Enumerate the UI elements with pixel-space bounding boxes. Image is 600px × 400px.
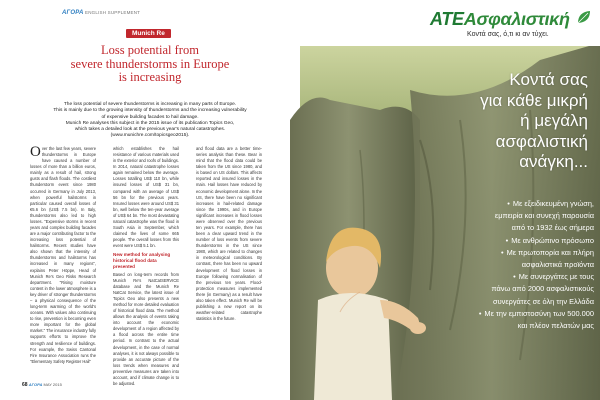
footer-brand: ΑΓΟΡΑ [28,382,43,387]
headline-line: ή μεγάλη [520,111,588,130]
ate-logo [430,9,570,30]
bullet-item: από το 1932 έως σήμερα [511,223,594,233]
lead-line: (www.munichre.com/topicsgeo2015). [110,133,190,139]
leaf-icon [576,9,592,25]
lead-line: which takes a detailed look at the previous year's natural catastrophes. [74,127,226,133]
drop-cap: O [30,144,41,160]
bullet-item: • Με εξειδικευμένη γνώση, [507,199,594,208]
article-column-2 [113,146,179,386]
headline-line: ανάγκη... [519,152,588,171]
bullet-item: και πλέον πελατών μας [517,321,594,331]
lead-line: This is mainly due to the growing intensity of thunderstorms and the increasing vulnerability [53,108,247,114]
advert-page [300,0,600,400]
bullet-item: • Με ανθρώπινο πρόσωπο [505,235,594,245]
bullet-icon: • [478,308,482,318]
article-column-1 [30,146,96,378]
title-line: Loss potential from [101,43,199,57]
headline-line: Κοντά σας [509,70,588,89]
headline-line: για κάθε μικρή [480,90,588,110]
logo-prefix: ATE [430,9,464,29]
article-column-3 [196,146,262,378]
ad-headline [418,70,588,173]
title-line: is increasing [118,70,182,84]
title-line: severe thunderstorms in Europe [70,56,230,71]
page-number: 68 [22,382,28,388]
bullet-item: ασφαλιστικά προϊόντα [521,260,594,270]
bullet-item: συνεργάτες σε όλη την Ελλάδα [493,296,594,306]
column-text: which establishes the hail resistance of various materials used in the exterior and roofs of buildings. In 2014, natural catastrophe losses again remained below the average. Losses totalling US$ 110 bn, while insured losses of US$ 31 bn, compared with an average of US$ 56 bn for the previous years. Insured losses were around US$ 31 bn, well below the ten-year average of US$ 64 bn. The most devastating natural catastrophe was the flood in South Asia in September, which claimed the lives of some 665 people. The overall losses from this event were US$ 5.1 bn. [113,146,179,249]
column-text: ver the last few years, severe thunderstorms in Europe have caused a number of losses of more than a billion euros, mainly as a result of hail, strong gusts and flash floods. The costliest thunderstorm event since 1980 occurred in Germany in July 2013, when powerful hailstorms in particular caused overall losses of €5.6 bn (US$ 7.5 bn). In Italy, thunderstorms also led to high losses. "Expensive storms in recent years and complex building facades are a major contributing factor to the increasing loss potential of hailstorms. Recent studies have also shown that the intensity of thunderstorms and hailstorms has increased in many regions", explains Peter Höppe, Head of Munich Re's Geo Risks Research department. "Rising moisture content in the lower atmosphere is a key driver of stronger thunderstorms – a physical consequence of the long-term warming of the world's oceans. With values also continuing to rise, prevention is becoming even more important for the global market." The insurance industry fully supports efforts to improve the strength and resilience of buildings. For example, the Swiss Cantonal Fire Insurance Association runs the "Elementary Safety Register Hail" [30,146,96,364]
bullet-icon: • [507,199,510,208]
bullet-item: πάνω από 2000 ασφαλιστικούς [491,284,594,294]
column-subhead: New method for analysing historical flood data presented [113,252,171,270]
column-text: and flood data are a better time-series analysis than these. Bear in mind that the flood data could be taken from the US since 1980, and is based on US dollars. This affects reported and insured losses in the main. Hail losses have reduced by economic development alone. In the US, there have been no significant increases in hail-related damage since the 1990s, and in Europe significant increases in flood losses were observed over the previous ten years. For example, there has been a clear upward trend in the number of loss events from severe thunderstorms in the US since 1980, which are related to changes in meteorological conditions. By contrast, there has been no upward development of flood losses in Europe following normalisation of the previous ten years. Flood-protection measures implemented there (in Germany) as a result have also taken effect. Munich Re will be publishing a new report on its weather-related catastrophe statistics in the future. [196,146,262,322]
header-brand: ΑΓΟΡΑ [62,10,84,16]
footer-issue: MAY 2015 [43,382,62,387]
ad-bullet-list [418,198,594,332]
ad-tagline: Κοντά σας, ό,τι κι αν τύχει. [467,31,549,38]
page-header [62,10,140,16]
section-badge: Munich Re [126,29,171,38]
lead-line: The loss potential of severe thunderstorms is increasing in many parts of Europe. [63,102,237,107]
bullet-item: εμπειρία και συνεχή παρουσία [494,211,594,221]
lead-line: of expensive building facades to hail damage. [101,114,199,120]
headline-line: ασφαλιστική [495,131,588,151]
bullet-item: • Με πρωτοπορία και πλήρη [501,247,594,257]
bullet-item: • Με συνεργάτες με τους [513,272,594,282]
logo-word: Ασφαλιστική [463,9,570,29]
column-text: Based on long-term records from Munich Re's NatCatSERVICE database and the Munich Re NatCat Service, the latest issue of Topics Geo also presents a new method for more detailed evaluation of historical flood data. The method allows the analysis of events taking into account the economic development of a region affected by a flood across the entire time period. In contrast to the actual development, in the case of normal analyses, it is not always possible to provide an accurate picture of the loss trends when measures and preventive measures are taken into account, and if climate change is to be adjusted. [113,271,179,386]
lead-line: Munich Re analyses this subject in the 2015 issue of its publication Topics Geo, [65,120,235,126]
bullet-icon: • [505,235,509,245]
header-label: ENGLISH SUPPLEMENT [85,10,141,15]
bullet-item: • Με την εμπιστοσύνη των 500.000 [478,308,594,318]
article-title [30,44,270,85]
bullet-icon: • [513,272,516,282]
article-lead [36,102,264,140]
page-footer [22,382,62,388]
bullet-icon: • [501,247,504,257]
